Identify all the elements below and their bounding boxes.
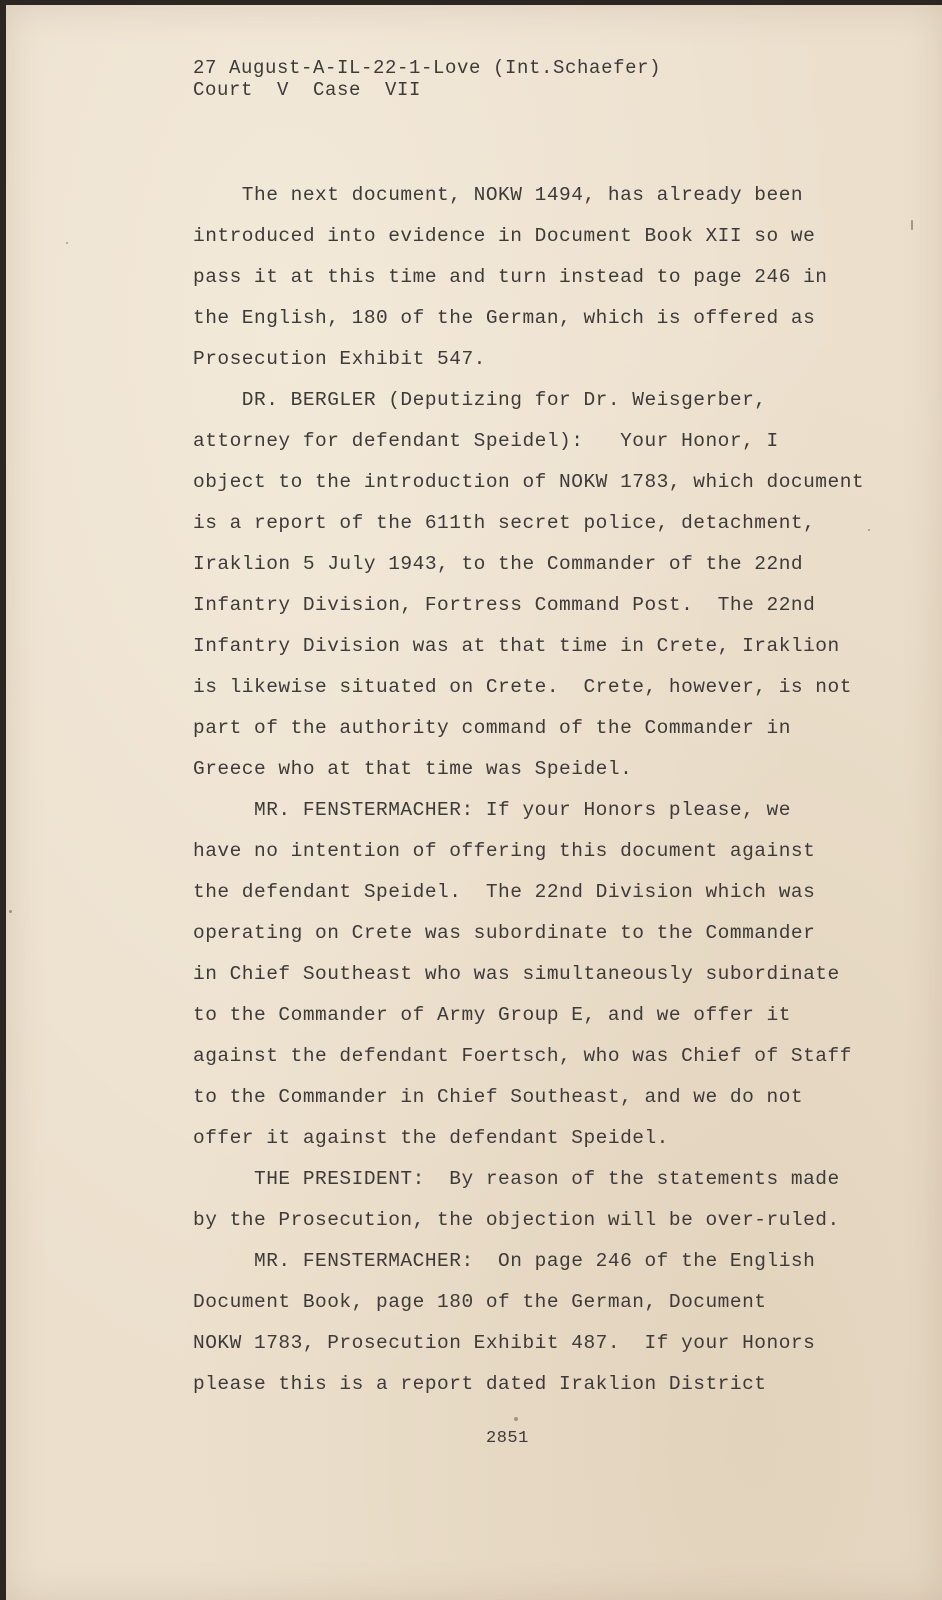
- body-line: pass it at this time and turn instead to page 246 in: [193, 266, 828, 288]
- header-session-line: 27 August-A-IL-22-1-Love (Int.Schaefer): [193, 57, 662, 79]
- document-page: [6, 5, 942, 1600]
- body-line: is likewise situated on Crete. Crete, however, is not: [193, 676, 852, 698]
- body-line: object to the introduction of NOKW 1783, which document: [193, 471, 865, 493]
- body-line: have no intention of offering this document against: [193, 840, 816, 862]
- body-line: Iraklion 5 July 1943, to the Commander of the 22nd: [193, 553, 804, 575]
- body-line: THE PRESIDENT: By reason of the statements made: [193, 1168, 840, 1190]
- body-line: offer it against the defendant Speidel.: [193, 1127, 669, 1149]
- paper-blemish: [66, 242, 68, 244]
- body-line: introduced into evidence in Document Book XII so we: [193, 225, 816, 247]
- body-line: please this is a report dated Iraklion District: [193, 1373, 767, 1395]
- body-line: attorney for defendant Speidel): Your Honor, I: [193, 430, 779, 452]
- body-line: Prosecution Exhibit 547.: [193, 348, 486, 370]
- body-line: the defendant Speidel. The 22nd Division which was: [193, 881, 816, 903]
- body-line: to the Commander in Chief Southeast, and we do not: [193, 1086, 804, 1108]
- body-line: operating on Crete was subordinate to the Commander: [193, 922, 816, 944]
- body-line: The next document, NOKW 1494, has already been: [193, 184, 804, 206]
- body-line: to the Commander of Army Group E, and we offer it: [193, 1004, 791, 1026]
- page-number: 2851: [486, 1429, 529, 1448]
- paper-blemish: [868, 529, 870, 531]
- body-line: Infantry Division, Fortress Command Post. The 22nd: [193, 594, 816, 616]
- body-line: by the Prosecution, the objection will be over-ruled.: [193, 1209, 840, 1231]
- paper-blemish: [9, 910, 12, 913]
- body-line: MR. FENSTERMACHER: On page 246 of the English: [193, 1250, 816, 1272]
- body-line: the English, 180 of the German, which is offered as: [193, 307, 816, 329]
- body-line: DR. BERGLER (Deputizing for Dr. Weisgerber,: [193, 389, 767, 411]
- body-line: against the defendant Foertsch, who was Chief of Staff: [193, 1045, 852, 1067]
- header-court-line: Court V Case VII: [193, 79, 422, 101]
- body-line: in Chief Southeast who was simultaneously subordinate: [193, 963, 840, 985]
- body-line: Infantry Division was at that time in Crete, Iraklion: [193, 635, 840, 657]
- body-line: Greece who at that time was Speidel.: [193, 758, 633, 780]
- body-line: NOKW 1783, Prosecution Exhibit 487. If your Honors: [193, 1332, 816, 1354]
- body-line: is a report of the 611th secret police, detachment,: [193, 512, 816, 534]
- body-line: Document Book, page 180 of the German, Document: [193, 1291, 767, 1313]
- body-line: part of the authority command of the Commander in: [193, 717, 791, 739]
- paper-blemish: [514, 1417, 518, 1421]
- paper-blemish: [911, 220, 913, 230]
- body-line: MR. FENSTERMACHER: If your Honors please, we: [193, 799, 791, 821]
